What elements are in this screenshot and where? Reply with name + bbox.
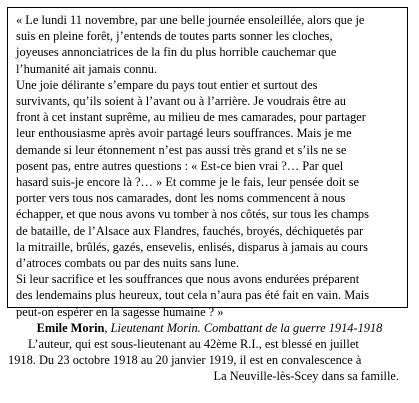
quote-line: la mitraille, brûlés, gazés, ensevelis, enlisés, disparus à jamais au cours (16, 239, 368, 254)
quote-line: « Le lundi 11 novembre, par une belle journée ensoleillée, alors que je (16, 13, 365, 27)
quote-line: des lendemains plus heureux, tout cela n’aura pas été fait en vain. Mais (16, 288, 370, 303)
author-line: Emile Morin, Lieutenant Morin. Combattant de la guerre 1914-1918 (36, 321, 383, 335)
author-bio-line: L’auteur, qui est sous-lieutenant au 42ème R.I., est blessé en juillet (28, 337, 359, 351)
quote-line: hasard suis-je encore là ?… » Et comme je le fais, leur pensée doit se (16, 175, 360, 190)
quote-line: de bataille, de l’Alsace aux Flandres, fauchés, broyés, déchiquetés par (16, 223, 364, 238)
quote-line: échapper, et que nous avons vu tomber à nos côtés, sur tous les champs (16, 207, 369, 222)
quote-line: porter vers tous nos camarades, dont les noms commencent à nous (16, 191, 346, 206)
quote-line: leur enthousiasme après avoir partagé leurs souffrances. Mais je me (16, 126, 352, 141)
quote-line: survivants, qu’ils soient à l’avant ou à l’arrière. Je voudrais être au (16, 94, 346, 109)
author-bio-line: La Neuville-lès-Scey dans sa famille. (213, 369, 399, 383)
quote-line: joyeuses annonciatrices de la fin du plus horrible cauchemar que (16, 45, 337, 60)
quote-line: posent pas, entre autres questions : « Est-ce bien vrai ?… Par quel (16, 158, 344, 173)
author-name: Emile Morin (36, 321, 105, 335)
quote-line: suis en pleine forêt, j’entends de toutes parts sonner les cloches, (16, 29, 333, 44)
quote-line: l’humanité ait jamais connu. (16, 61, 158, 76)
quote-line: front à cet instant suprême, au milieu de mes camarades, pour partager (16, 110, 366, 125)
quote-line: demande si leur étonnement n’est pas aussi très grand et s’ils ne se (16, 142, 347, 157)
quote-box (7, 7, 408, 319)
quote-line: d’atroces combats ou par des nuits sans lune. (16, 256, 239, 271)
author-bio-line: 1918. Du 23 octobre 1918 au 20 janvier 1919, il est en convalescence à (8, 353, 362, 367)
author-title: Lieutenant Morin. Combattant de la guerre 1914-1918 (110, 321, 383, 335)
quote-line: Si leur sacrifice et les souffrances que nous avons endurées préparent (16, 272, 360, 287)
quote-line: peut-on espérer en la sagesse humaine ? » (16, 304, 224, 319)
author-credit (8, 320, 411, 384)
quote-line: Une joie délirante s’empare du pays tout entier et surtout des (16, 77, 318, 92)
